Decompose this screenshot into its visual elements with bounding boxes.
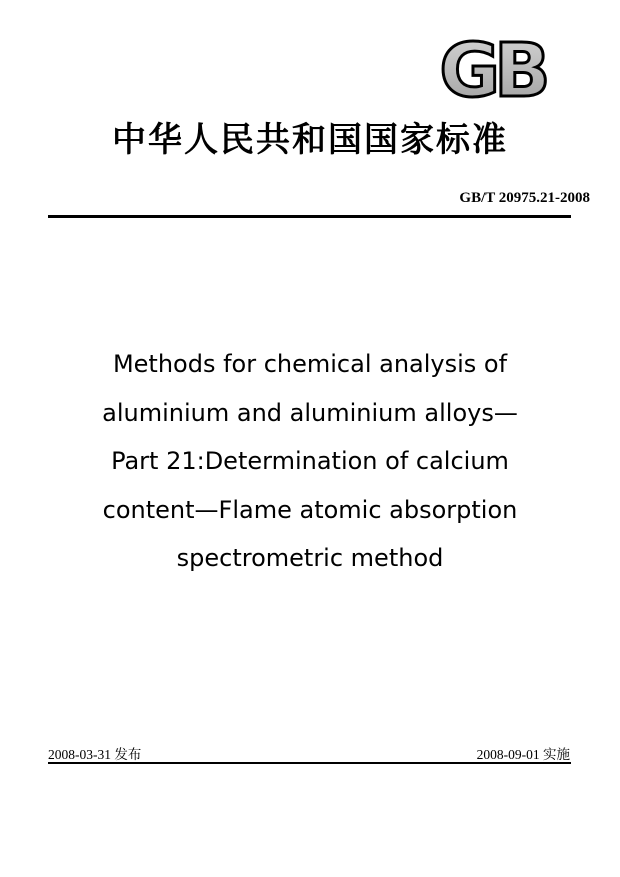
issue-date-block [48,743,141,763]
implement-date: 2008-09-01 [476,747,540,762]
gb-logo-icon [426,36,558,104]
standard-number: GB/T 20975.21-2008 [459,190,590,206]
issue-date: 2008-03-31 [48,747,111,762]
implement-date-block [477,743,570,763]
bottom-divider [48,762,571,764]
title-line: aluminium and aluminium alloys— [102,398,518,427]
title-line: Methods for chemical analysis of [112,350,508,378]
implement-label: 实施 [543,747,570,762]
document-title [40,340,580,583]
title-line: content—Flame atomic absorption [102,495,518,524]
title-line: Part 21:Determination of calcium [111,447,509,475]
top-divider [48,215,571,218]
org-title: 中华人民共和国国家标准 [112,120,508,160]
issue-label: 发布 [114,747,142,762]
gb-logo-text: GB [439,36,545,104]
title-line: spectrometric method [176,544,444,572]
